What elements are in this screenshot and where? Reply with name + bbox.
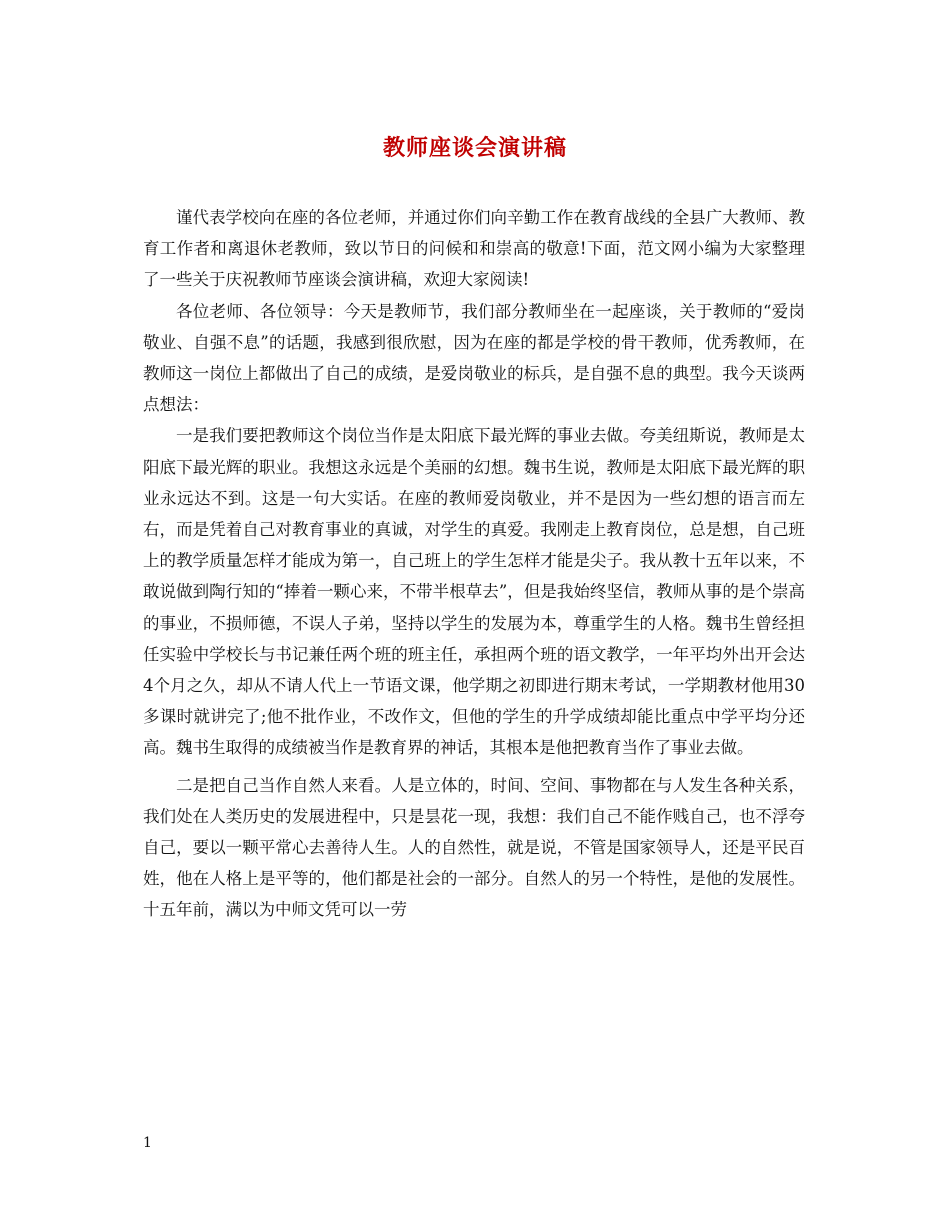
paragraph-intro: 谨代表学校向在座的各位老师，并通过你们向辛勤工作在教育战线的全县广大教师、教育工作者和离退休老教师，致以节日的问候和和崇高的敬意!下面，范文网小编为大家整理了一些关于庆祝教师节座谈会演讲稿，欢迎大家阅读! — [143, 208, 805, 290]
document-title: 教师座谈会演讲稿 — [382, 135, 567, 161]
page-number: 1 — [143, 1135, 152, 1151]
paragraph-point-two: 二是把自己当作自然人来看。人是立体的，时间、空间、事物都在与人发生各种关系，我们处在人类历史的发展进程中，只是昙花一现，我想：我们自己不能作贱自己，也不浮夸自己，要以一颗平常心去善待人生。人的自然性，就是说，不管是国家领导人，还是平民百姓，他在人格上是平等的，他们都是社会的一部分。自然人的另一个特性，是他的发展性。十五年前，满以为中师文凭可以一劳 — [143, 775, 805, 920]
paragraph-point-one: 一是我们要把教师这个岗位当作是太阳底下最光辉的事业去做。夸美纽斯说，教师是太阳底下最光辉的职业。我想这永远是个美丽的幻想。魏书生说，教师是太阳底下最光辉的职业永远达不到。这是一句大实话。在座的教师爱岗敬业，并不是因为一些幻想的语言而左右，而是凭着自己对教育事业的真诚，对学生的真爱。我刚走上教育岗位，总是想，自己班上的教学质量怎样才能成为第一，自己班上的学生怎样才能是尖子。我从教十五年以来，不敢说做到陶行知的“捧着一颗心来，不带半根草去”，但是我始终坚信，教师从事的是个崇高的事业，不损师德，不误人子弟，坚持以学生的发展为本，尊重学生的人格。魏书生曾经担任实验中学校长与书记兼任两个班的班主任，承担两个班的语文教学，一年平均外出开会达4个月之久，却从不请人代上一节语文课，他学期之初即进行期末考试，一学期教材他用30多课时就讲完了;他不批作业，不改作文，但他的学生的升学成绩却能比重点中学平均分还高。魏书生取得的成绩被当作是教育界的神话，其根本是他把教育当作了事业去做。 — [143, 426, 805, 758]
paragraph-greeting: 各位老师、各位领导：今天是教师节，我们部分教师坐在一起座谈，关于教师的“爱岗敬业、自强不息”的话题，我感到很欣慰，因为在座的都是学校的骨干教师，优秀教师，在教师这一岗位上都做出了自己的成绩，是爱岗敬业的标兵，是自强不息的典型。我今天谈两点想法： — [143, 301, 805, 415]
document-body — [143, 202, 805, 926]
